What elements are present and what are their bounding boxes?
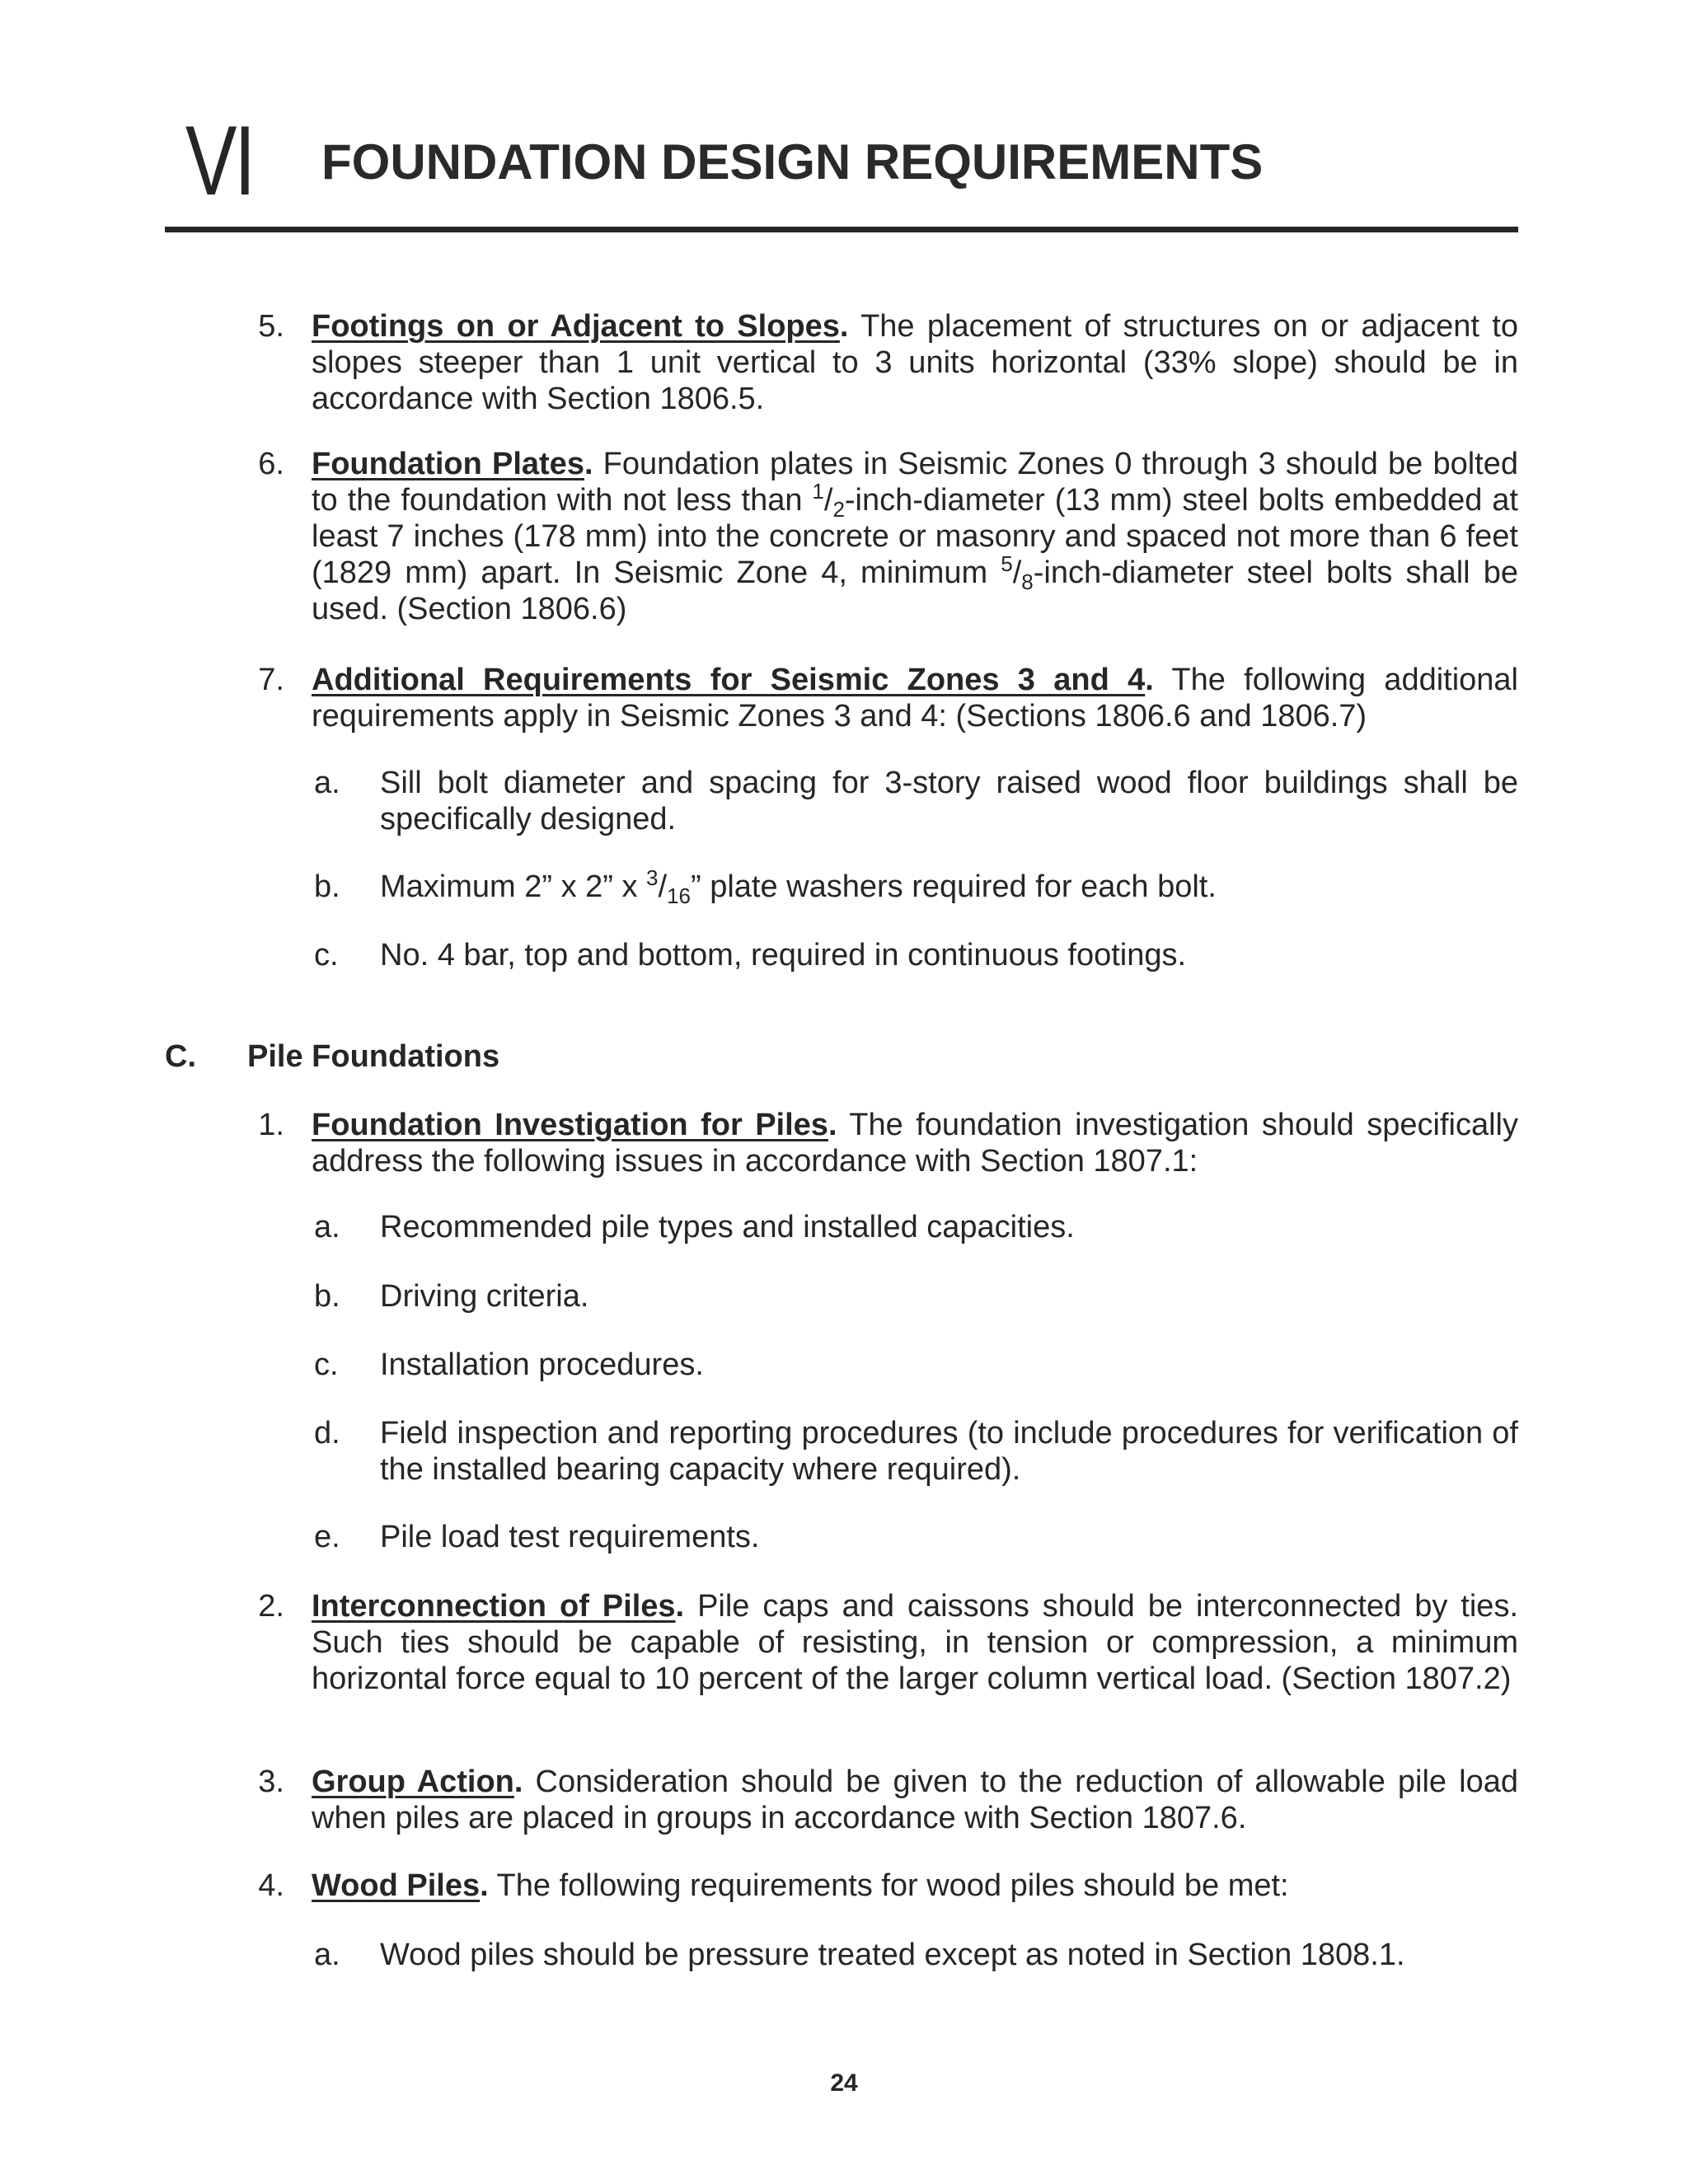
item-number: 7.	[258, 663, 284, 697]
item-number: 2.	[258, 1589, 284, 1624]
subitem-letter: b.	[314, 1279, 340, 1314]
item-paragraph: Footings on or Adjacent to Slopes. The placement of structures on or adjacent to slopes steeper than 1 unit vertical to 3 units horizontal (33% slope) should be in accordance with Section 1806.5.	[312, 309, 1518, 416]
item-heading: Interconnection of Piles	[312, 1589, 676, 1624]
subitem-text: Wood piles should be pressure treated except as noted in Section 1808.1.	[380, 1938, 1405, 1972]
item-heading: Group Action	[312, 1765, 514, 1799]
item-number: 1.	[258, 1108, 284, 1142]
section-title: Pile Foundations	[247, 1039, 500, 1074]
subitem-letter: b.	[314, 869, 340, 904]
item-heading: Additional Requirements for Seismic Zones 3 and 4	[312, 663, 1146, 697]
subitem-letter: c.	[314, 938, 339, 972]
subitem-text: No. 4 bar, top and bottom, required in continuous footings.	[380, 938, 1187, 972]
item-heading: Footings on or Adjacent to Slopes	[312, 309, 840, 344]
item-number: 3.	[258, 1765, 284, 1799]
item-paragraph: Group Action. Consideration should be given to the reduction of allowable pile load when piles are placed in groups in accordance with Section 1807.6.	[312, 1765, 1519, 1835]
subitem-text: Pile load test requirements.	[380, 1520, 760, 1554]
item-number: 5.	[258, 309, 284, 344]
item-paragraph: Interconnection of Piles. Pile caps and caissons should be interconnected by ties. Such ties should be capable of resisting, in tension or compression, a minimum horizontal force equal to 10 percent of the larger column vertical load. (Section 1807.2)	[312, 1589, 1519, 1696]
subitem-text: Sill bolt diameter and spacing for 3-story raised wood floor buildings shall be specifically designed.	[380, 766, 1518, 837]
item-paragraph: Foundation Investigation for Piles. The foundation investigation should specifically address the following issues in accordance with Section 1807.1:	[312, 1108, 1518, 1179]
subitem-letter: e.	[314, 1520, 340, 1554]
item-paragraph: Wood Piles. The following requirements for wood piles should be met:	[312, 1868, 1289, 1903]
subitem-text: Installation procedures.	[380, 1347, 704, 1382]
page-number: 24	[830, 2069, 858, 2097]
section-letter: C.	[165, 1039, 196, 1074]
item-heading: Wood Piles	[312, 1868, 481, 1903]
subitem-letter: a.	[314, 766, 340, 800]
item-heading: Foundation Plates	[312, 447, 584, 481]
subitem-text: Maximum 2” x 2” x $^3/_{16}$” plate washers required for each bolt.	[380, 865, 1217, 908]
item-number: 6.	[258, 447, 284, 481]
subitem-text: Driving criteria.	[380, 1279, 589, 1314]
item-number: 4.	[258, 1868, 284, 1903]
item-paragraph: Foundation Plates. Foundation plates in Seismic Zones 0 through 3 should be bolted to the foundation with not less than $^1/_2-inch$-diameter (13 mm) steel bolts embedded at least 7 inches (178 mm) into the concrete or masonry and spaced not more than 6 feet (1829 mm) apart. In Seismic Zone 4, minimum $^5/_8-inch$-diameter steel bolts shall be used. (Section 1806.6)	[312, 447, 1518, 626]
subitem-letter: a.	[314, 1210, 340, 1244]
subitem-letter: a.	[314, 1938, 340, 1972]
subitem-text: Recommended pile types and installed capacities.	[380, 1210, 1075, 1244]
item-paragraph: Additional Requirements for Seismic Zones 3 and 4. The following additional requirements apply in Seismic Zones 3 and 4: (Sections 1806.6 and 1806.7)	[312, 663, 1518, 733]
chapter-numeral: VI	[185, 105, 254, 216]
subitem-letter: c.	[314, 1347, 339, 1382]
subitem-letter: d.	[314, 1416, 340, 1451]
item-heading: Foundation Investigation for Piles	[312, 1108, 828, 1142]
chapter-title: FOUNDATION DESIGN REQUIREMENTS	[321, 134, 1264, 190]
header-rule	[165, 227, 1518, 232]
subitem-text: Field inspection and reporting procedures (to include procedures for verification of the installed bearing capacity where required).	[380, 1416, 1518, 1487]
